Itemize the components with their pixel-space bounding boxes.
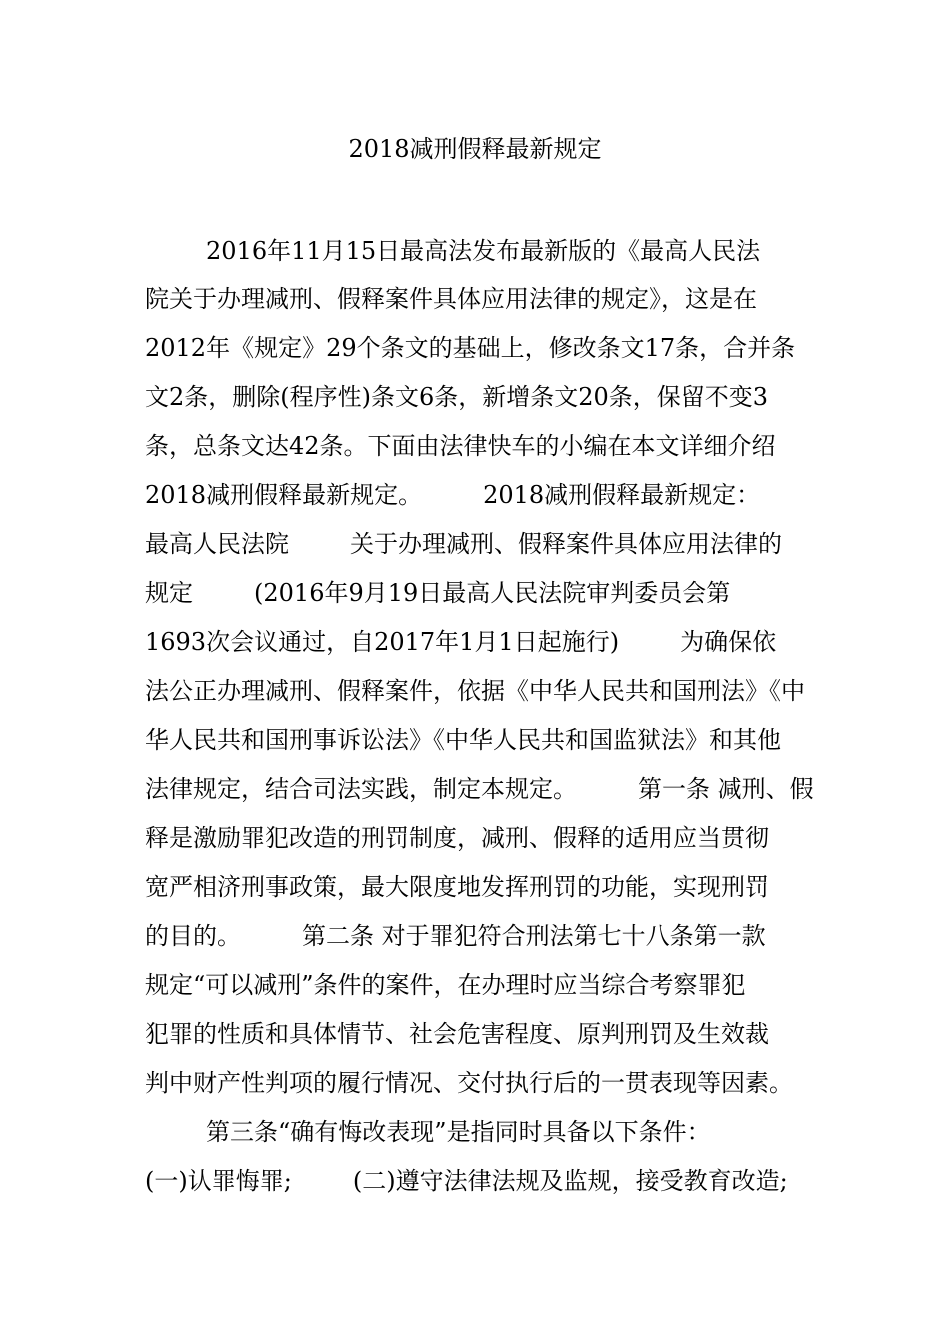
body-line-17: 犯罪的性质和具体情节、社会危害程度、原判刑罚及生效裁 — [145, 1020, 769, 1048]
body-line-7: 最高人民法院 关于办理减刑、假释案件具体应用法律的 — [145, 530, 783, 558]
body-line-3: 2012年《规定》29个条文的基础上，修改条文17条，合并条 — [145, 334, 796, 362]
body-line-9: 1693次会议通过，自2017年1月1日起施行) 为确保依 — [145, 628, 777, 656]
body-line-11: 华人民共和国刑事诉讼法》《中华人民共和国监狱法》和其他 — [145, 726, 781, 754]
body-line-1: 2016年11月15日最高法发布最新版的《最高人民法 — [145, 237, 761, 265]
body-line-10: 法公正办理减刑、假释案件，依据《中华人民共和国刑法》《中 — [145, 677, 805, 705]
body-line-5: 条，总条文达42条。下面由法律快车的小编在本文详细介绍 — [145, 432, 776, 460]
body-line-20: (一)认罪悔罪; (二)遵守法律法规及监规，接受教育改造; — [145, 1167, 788, 1195]
body-line-8: 规定 (2016年9月19日最高人民法院审判委员会第 — [145, 579, 731, 607]
body-line-6: 2018减刑假释最新规定。 2018减刑假释最新规定： — [145, 481, 761, 509]
body-line-14: 宽严相济刑事政策，最大限度地发挥刑罚的功能，实现刑罚 — [145, 873, 769, 901]
body-line-2: 院关于办理减刑、假释案件具体应用法律的规定》，这是在 — [145, 285, 757, 313]
body-line-15: 的目的。 第二条 对于罪犯符合刑法第七十八条第一款 — [145, 922, 766, 950]
body-line-18: 判中财产性判项的履行情况、交付执行后的一贯表现等因素。 — [145, 1069, 793, 1097]
body-line-19: 第三条“确有悔改表现”是指同时具备以下条件： — [145, 1118, 711, 1146]
body-line-12: 法律规定，结合司法实践，制定本规定。 第一条 减刑、假 — [145, 775, 814, 803]
document-title: 2018减刑假释最新规定 — [348, 135, 602, 163]
body-line-13: 释是激励罪犯改造的刑罚制度，减刑、假释的适用应当贯彻 — [145, 824, 769, 852]
body-line-16: 规定“可以减刑”条件的案件，在办理时应当综合考察罪犯 — [145, 971, 746, 999]
body-line-4: 文2条，删除(程序性)条文6条，新增条文20条，保留不变3 — [145, 383, 769, 411]
